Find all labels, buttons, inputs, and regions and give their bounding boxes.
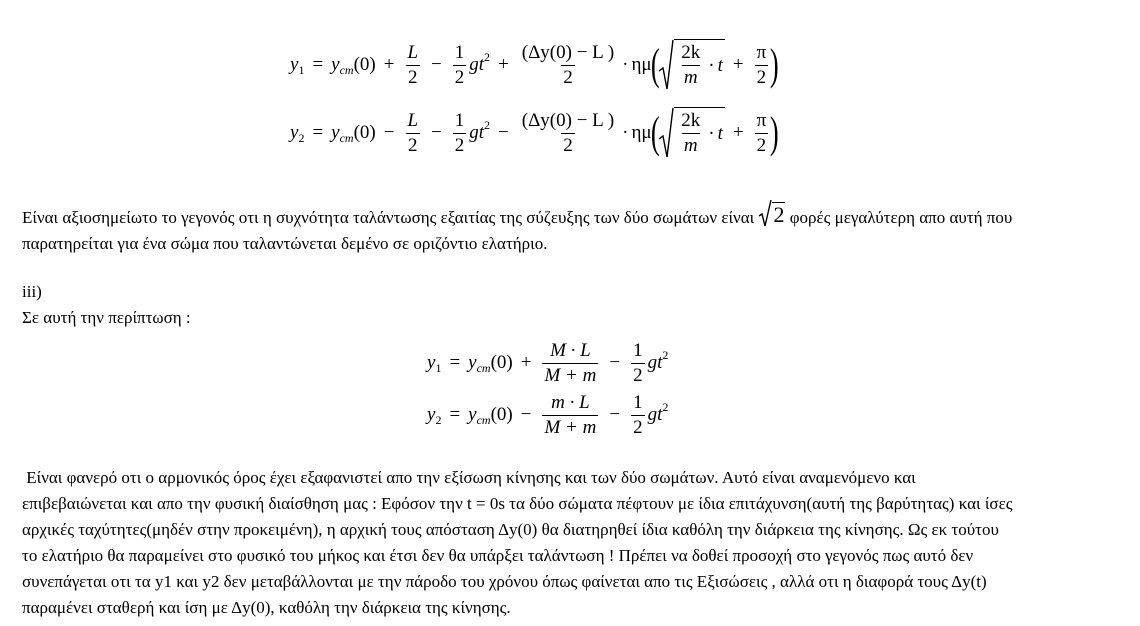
section-intro: Σε αυτή την περίπτωση : <box>22 308 191 327</box>
paragraph-line: επιβεβαιώνεται και απο την φυσική διαίσθηση μας : Εφόσον την t = 0s τα δύο σώματα πέφτουν με ίδια επιτάχυνση(αυτή της βαρύτητας) και ίσες <box>22 494 1013 513</box>
equation-y1-oscillation: y 1 = y cm (0) + $\frac{L}{2}$ − $\frac{1}{2}$ g t 2 + $\frac{(\Delta y(0) - L )}{2}$ · ημ ( $\frac{2k}{m}$ · t + $\frac{\pi}{2}$ ) <box>290 40 779 89</box>
eq-var: y <box>468 352 477 373</box>
paragraph-line: συνεπάγεται οτι τα y1 και y2 δεν μεταβάλλονται με την πάροδο του χρόνου όπως φαίνεται απο τις Εξισώσεις , αλλά οτι η διαφορά τους Δy(t) <box>22 572 987 591</box>
eq-sub: cm <box>476 412 491 427</box>
fraction: $\frac{1}{2}$ <box>633 391 643 438</box>
eq-var: y <box>427 352 436 373</box>
fraction: $\frac{m \cdot L}{M + m}$ <box>544 391 597 438</box>
eq-var: y <box>468 404 477 425</box>
paragraph-line: Είναι αξιοσημείωτο το γεγονός οτι η συχνότητα ταλάντωσης εξαιτίας της σύζευξης των δύο σωμάτων είναι 2 φορές μεγαλύτερη απο αυτή που <box>22 199 1122 231</box>
eq-arg: (0) <box>490 404 513 425</box>
eq-sign: = <box>312 54 324 75</box>
equation-y1-free-fall: y 1 = y cm (0) + $\frac{M \cdot L}{M + m}$ − $\frac{1}{2}$ g t 2 <box>427 339 669 386</box>
fraction: $\frac{M \cdot L}{M + m}$ <box>544 339 597 386</box>
paragraph-line: αρχικές ταχύτητες(μηδέν στην προκειμένη), η αρχική τους απόσταση Δy(0) θα διατηρηθεί ίδια καθόλη την διάρκεια της κίνησης. Ως εκ τούτου <box>22 520 999 539</box>
section-label: iii) <box>22 282 42 301</box>
fraction: $\frac{(\Delta y(0) - L )}{2}$ <box>521 41 615 88</box>
eq-arg: (0) <box>353 54 376 75</box>
eq-sign: = <box>449 404 461 425</box>
paragraph-frequency-note <box>22 199 1122 257</box>
paragraph-line: παρατηρείται για ένα σώμα που ταλαντώνεται δεμένο σε οριζόντιο ελατήριο. <box>22 234 548 253</box>
eq-sub: 1 <box>435 360 442 375</box>
eq-op: + <box>732 54 744 75</box>
fraction: $\frac{L}{2}$ <box>407 109 419 156</box>
paragraph-conclusion <box>22 465 1122 621</box>
eq-sign: = <box>449 352 461 373</box>
eq-op: − <box>520 404 532 425</box>
eq-op: + <box>383 54 395 75</box>
eq-sign: = <box>312 122 324 143</box>
eq-var: y <box>290 122 299 143</box>
fraction: $\frac{(\Delta y(0) - L )}{2}$ <box>521 109 615 156</box>
fraction: $\frac{2k}{m}$ <box>681 110 701 156</box>
eq-var: y <box>427 404 436 425</box>
eq-op: − <box>431 122 442 143</box>
fraction: $\frac{\pi}{2}$ <box>756 109 767 156</box>
left-paren: ( <box>650 40 660 89</box>
right-paren: ) <box>770 108 779 157</box>
right-paren: ) <box>770 40 779 89</box>
radical-sign-icon <box>658 107 674 159</box>
radical-sign-icon <box>658 39 674 91</box>
fraction: $\frac{1}{2}$ <box>633 339 643 386</box>
sqrt-two: 2 <box>758 199 785 227</box>
eq-op: + <box>732 122 744 143</box>
eq-sub: 1 <box>298 62 305 77</box>
eq-arg: (0) <box>353 122 376 143</box>
eq-arg: (0) <box>490 352 513 373</box>
eq-var: y <box>331 54 340 75</box>
left-paren: ( <box>650 108 660 157</box>
sqrt: $\frac{2k}{m}$ · t <box>658 107 725 159</box>
eq-sub: cm <box>339 130 354 145</box>
eq-op: − <box>609 404 621 425</box>
paragraph-line: παραμένει σταθερή και ίση με Δy(0), καθόλη την διάρκεια της κίνησης. <box>22 598 511 617</box>
eq-var: y <box>331 122 340 143</box>
paragraph-line: το ελατήριο θα παραμείνει στο φυσικό του μήκος και έτσι δεν θα υπάρξει ταλάντωση ! Πρέπει να δοθεί προσοχή στο γεγονός πως αυτό δεν <box>22 546 974 565</box>
fraction: $\frac{1}{2}$ <box>454 41 465 88</box>
fraction: $\frac{\pi}{2}$ <box>756 41 767 88</box>
fraction: $\frac{1}{2}$ <box>454 109 465 156</box>
eq-op: − <box>498 122 509 143</box>
equation-y2-oscillation: y 2 = y cm (0) − $\frac{L}{2}$ − $\frac{1}{2}$ g t 2 − $\frac{(\Delta y(0) - L )}{2}$ · ημ ( $\frac{2k}{m}$ · t + $\frac{\pi}{2}$ ) <box>290 108 779 157</box>
eq-op: + <box>520 352 532 373</box>
radical-sign-icon <box>758 199 772 227</box>
fraction: $\frac{2k}{m}$ <box>681 42 701 88</box>
eq-op: + <box>498 54 509 75</box>
sqrt: $\frac{2k}{m}$ · t <box>658 39 725 91</box>
eq-sub: cm <box>339 62 354 77</box>
eq-sub: 2 <box>435 412 442 427</box>
eq-op: − <box>609 352 621 373</box>
equation-y2-free-fall: y 2 = y cm (0) − $\frac{m \cdot L}{M + m}$ − $\frac{1}{2}$ g t 2 <box>427 391 669 438</box>
eq-sub: cm <box>476 360 491 375</box>
eq-op: − <box>383 122 395 143</box>
paragraph-line: Είναι φανερό οτι ο αρμονικός όρος έχει εξαφανιστεί απο την εξίσωση κίνησης και των δύο σωμάτων. Αυτό είναι αναμενόμενο και <box>22 468 916 487</box>
fraction: $\frac{L}{2}$ <box>407 41 419 88</box>
eq-var: y <box>290 54 299 75</box>
eq-sub: 2 <box>298 130 305 145</box>
eq-op: − <box>431 54 442 75</box>
